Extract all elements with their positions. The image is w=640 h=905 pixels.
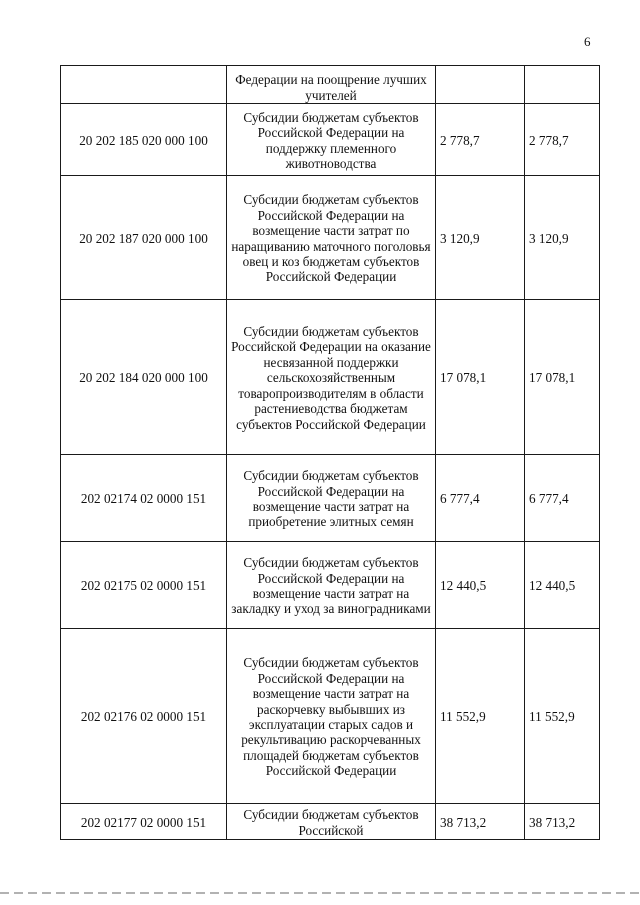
row-amount-1: 11 552,9 <box>436 629 525 804</box>
row-description: Субсидии бюджетам субъектов Российской Федерации на возмещение части затрат по наращиванию маточного поголовья овец и коз бюджетам субъектов Российской Федерации <box>227 176 436 300</box>
table-row <box>61 629 600 804</box>
row-code <box>61 66 227 104</box>
table-row <box>61 66 600 104</box>
row-description: Субсидии бюджетам субъектов Российской Федерации на возмещение части затрат на закладку и уход за виноградниками <box>227 542 436 629</box>
row-amount-1: 6 777,4 <box>436 455 525 542</box>
row-amount-2: 6 777,4 <box>525 455 600 542</box>
row-amount-1: 3 120,9 <box>436 176 525 300</box>
row-amount-1: 2 778,7 <box>436 104 525 176</box>
row-description: Субсидии бюджетам субъектов Российской Федерации на возмещение части затрат на раскорчевку выбывших из эксплуатации старых садов и рекультивацию раскорчеванных площадей бюджетам субъектов Российской Федерации <box>227 629 436 804</box>
scan-edge-artifact <box>0 892 640 894</box>
row-amount-2: 38 713,2 <box>525 804 600 840</box>
table-row <box>61 300 600 455</box>
row-amount-2 <box>525 66 600 104</box>
row-amount-1: 12 440,5 <box>436 542 525 629</box>
row-code: 202 02174 02 0000 151 <box>61 455 227 542</box>
row-amount-1 <box>436 66 525 104</box>
row-amount-2: 3 120,9 <box>525 176 600 300</box>
row-code: 20 202 184 020 000 100 <box>61 300 227 455</box>
row-amount-2: 2 778,7 <box>525 104 600 176</box>
row-description: Субсидии бюджетам субъектов Российской Федерации на возмещение части затрат на приобретение элитных семян <box>227 455 436 542</box>
row-description: Федерации на поощрение лучших учителей <box>227 66 436 104</box>
table-row <box>61 542 600 629</box>
row-description: Субсидии бюджетам субъектов Российской Федерации на оказание несвязанной поддержки сельскохозяйственным товаропроизводителям в области растениеводства бюджетам субъектов Российской Федерации <box>227 300 436 455</box>
row-amount-1: 17 078,1 <box>436 300 525 455</box>
budget-table <box>60 65 600 840</box>
table-row <box>61 176 600 300</box>
row-code: 202 02175 02 0000 151 <box>61 542 227 629</box>
row-amount-2: 11 552,9 <box>525 629 600 804</box>
row-amount-2: 17 078,1 <box>525 300 600 455</box>
row-amount-2: 12 440,5 <box>525 542 600 629</box>
row-code: 202 02176 02 0000 151 <box>61 629 227 804</box>
row-amount-1: 38 713,2 <box>436 804 525 840</box>
row-code: 20 202 187 020 000 100 <box>61 176 227 300</box>
row-description: Субсидии бюджетам субъектов Российской <box>227 804 436 840</box>
row-code: 202 02177 02 0000 151 <box>61 804 227 840</box>
table-row <box>61 804 600 840</box>
page-number: 6 <box>584 34 591 49</box>
row-code: 20 202 185 020 000 100 <box>61 104 227 176</box>
table-row <box>61 104 600 176</box>
table-row <box>61 455 600 542</box>
row-description: Субсидии бюджетам субъектов Российской Федерации на поддержку племенного животноводства <box>227 104 436 176</box>
